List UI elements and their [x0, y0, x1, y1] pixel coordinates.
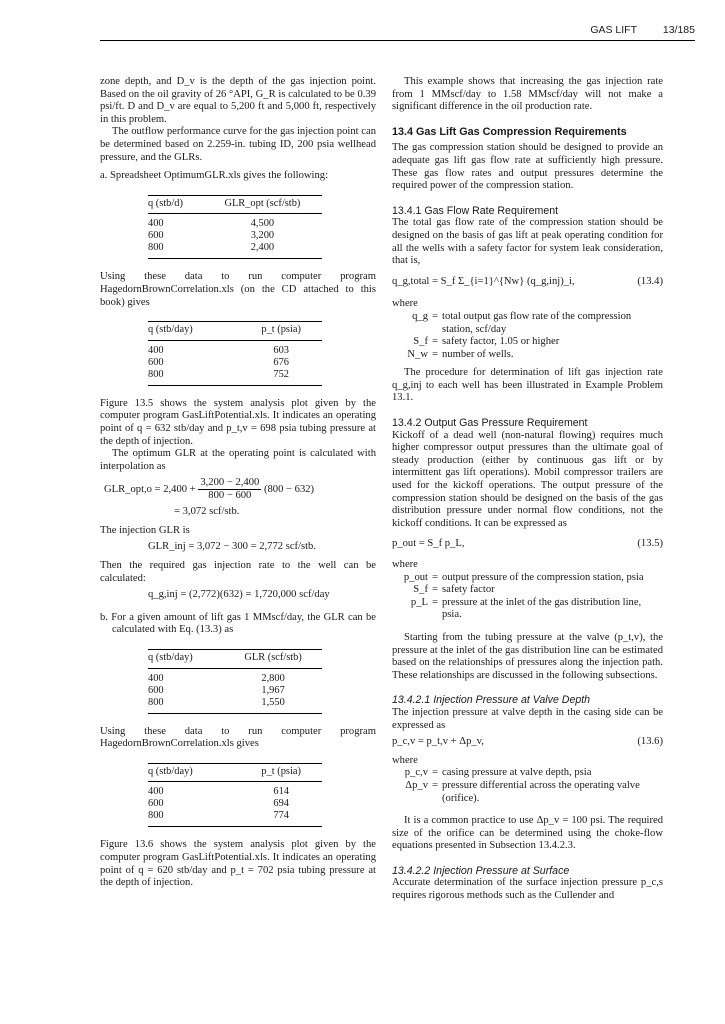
definition-symbol: S_f [413, 584, 428, 596]
table-cell: 400 [148, 344, 164, 356]
where-label: where [392, 754, 418, 766]
right-column [392, 76, 663, 903]
table-cell: 2,400 [203, 242, 322, 259]
paragraph: Starting from the tubing pressure at the valve (p_t,v), the pressure at the inlet of the gas distribution line can be estimated based on the relationships of pressures along the injection path. These relationships are discussed in the following subsections. [392, 631, 663, 681]
definition-row: q_g = total output gas flow rate of the compression station, scf/day [392, 311, 663, 336]
subsubsection-heading: 13.4.2.2 Injection Pressure at Surface [392, 864, 570, 877]
where-label: where [392, 298, 418, 310]
table-glr-opt [148, 195, 322, 260]
table-header: p_t (psia) [240, 763, 322, 782]
table-header: GLR_opt (scf/stb) [203, 195, 322, 214]
definition-symbol: S_f [413, 336, 428, 348]
definition-row: S_f = safety factor [392, 584, 663, 597]
paragraph: The total gas flow rate of the compression station should be designed on the basis of gas lift at peak operating condition for all the wells with a safety factor for system leak consideration, that is, [392, 217, 663, 267]
equation-13-4 [392, 276, 663, 289]
table-cell: 600 [148, 798, 164, 810]
equation-number: (13.4) [637, 275, 663, 287]
table-cell: 614 [273, 786, 289, 798]
table-cell: 1,967 [261, 684, 285, 696]
definition-symbol: p_c,v [404, 767, 428, 779]
table-cell: 2,800 [261, 672, 285, 684]
definition-row: N_w = number of wells. [392, 349, 663, 362]
paragraph: It is a common practice to use Δp_v = 100 psi. The required size of the orifice can be determined using the choke-flow equations presented in Subsection 13.4.2.3. [392, 815, 663, 852]
table-cell: 3,200 [250, 230, 275, 242]
table-cell: 752 [240, 369, 322, 386]
where-label: where [392, 559, 418, 570]
paragraph: zone depth, and D_v is the depth of the gas injection point. Based on the oil gravity of 26 °API, G_R is calculated to be 0.39 psi/ft. D and D_v are equal to 5,200 ft and 5,000 ft, respectively in this problem. [100, 76, 376, 125]
definition-row: p_L = pressure at the inlet of the gas distribution line, psia. [392, 597, 663, 622]
paragraph: The optimum GLR at the operating point is calculated with interpolation as [100, 448, 376, 472]
definition-symbol: p_out [403, 571, 428, 583]
equation-body: q_g,total = S_f Σ_{i=1}^{Nw} (q_g,inj)_i, [392, 275, 575, 287]
table-cell: 800 [148, 369, 240, 386]
table-cell: 774 [240, 810, 322, 827]
paragraph: Figure 13.5 shows the system analysis plot given by the computer program GasLiftPotential.xls. It indicates an operating point of q = 632 stb/day and p_t,v = 698 psia tubing pressure at the depth of injection. [100, 397, 376, 447]
table-cell: 400 [148, 786, 164, 798]
paragraph: Kickoff of a dead well (non-natural flowing) requires much higher compressor output pressures than the ultimate goal of steady production (either by continuous gas lift or by intermittent gas lift operations). Mobil compressor trailers are used for the kickoff operations. The output pressure of the compression station should be designed on the basis of the gas distribution pressure under normal flow conditions, not the kickoff conditions. It can be expressed as [392, 429, 663, 529]
fraction-denominator: 800 − 600 [208, 490, 252, 502]
paragraph: Accurate determination of the surface injection pressure p_c,s requires rigorous methods such as the Cullender and [392, 877, 663, 902]
definition-text: total output gas flow rate of the compression station, scf/day [442, 310, 632, 335]
paragraph: The outflow performance curve for the gas injection point can be determined based on 2.259-in. tubing ID, 200 psia wellhead pressure, and the GLRs. [100, 126, 376, 163]
definition-symbol: N_w [407, 348, 428, 360]
subsection-heading: 13.4.2 Output Gas Pressure Requirement [392, 417, 588, 430]
header-title: GAS LIFT [590, 24, 637, 36]
page-number: 13/185 [662, 24, 695, 36]
equation-glr-inj: GLR_inj = 3,072 − 300 = 2,772 scf/stb. [148, 541, 316, 553]
definition-row: S_f = safety factor, 1.05 or higher [392, 336, 663, 349]
definition-text: output pressure of the compression station, psia [442, 571, 644, 583]
equation-qg-inj: q_g,inj = (2,772)(632) = 1,720,000 scf/day [148, 589, 330, 601]
list-item-b: b. For a given amount of lift gas 1 MMscf/day, the GLR can be calculated with Eq. (13.3) as [100, 611, 376, 636]
paragraph: The injection GLR is [100, 524, 190, 536]
paragraph: Using these data to run computer program HagedornBrownCorrelation.xls gives [100, 725, 376, 750]
definition-symbol: p_L [410, 596, 428, 608]
equation-result: = 3,072 scf/stb. [174, 506, 240, 518]
section-heading: 13.4 Gas Lift Gas Compression Requirements [392, 125, 627, 138]
table-cell: 600 [148, 230, 164, 242]
equation-part: (800 − 632) [263, 484, 315, 496]
table-cell: 800 [148, 810, 240, 827]
list-item-a: a. Spreadsheet OptimumGLR.xls gives the following: [100, 170, 329, 182]
paragraph: Figure 13.6 shows the system analysis plot given by the computer program GasLiftPotential.xls. It indicates an operating point of q = 620 stb/day and p_t = 702 psia tubing pressure at the depth of injection. [100, 839, 376, 889]
table-cell: 694 [273, 798, 289, 810]
table-header: q (stb/day) [148, 650, 224, 669]
definition-text: safety factor, 1.05 or higher [442, 336, 560, 348]
paragraph: The procedure for determination of lift gas injection rate q_g,inj to each well has been illustrated in Example Problem 13.1. [392, 367, 663, 404]
table-cell: 1,550 [224, 697, 322, 714]
table-cell: 676 [273, 356, 289, 368]
table-header: q (stb/d) [148, 195, 203, 214]
definition-row: p_out = output pressure of the compression station, psia [392, 572, 663, 585]
table-tubing-pressure-1 [148, 321, 322, 386]
paragraph: This example shows that increasing the gas injection rate from 1 MMscf/day to 1.58 MMscf/day will not make a significant difference in the oil production rate. [392, 76, 663, 113]
paragraph: Then the required gas injection rate to the well can be calculated: [100, 560, 376, 584]
definition-text: pressure differential across the operating valve (orifice). [442, 779, 640, 804]
table-cell: 603 [273, 344, 289, 356]
equation-body: p_c,v = p_t,v + Δp_v, [392, 736, 484, 748]
table-header: q (stb/day) [148, 763, 240, 782]
table-cell: 800 [148, 697, 224, 714]
table-cell: 600 [148, 356, 164, 368]
equation-number: (13.6) [637, 736, 663, 748]
table-cell: 600 [148, 684, 164, 696]
definition-symbol: q_g [412, 310, 428, 322]
definition-text: casing pressure at valve depth, psia [442, 767, 592, 779]
subsection-heading: 13.4.1 Gas Flow Rate Requirement [392, 204, 559, 217]
table-tubing-pressure-2 [148, 763, 322, 828]
definition-text: safety factor [442, 584, 495, 596]
equation-fraction [198, 477, 261, 502]
equation-body: p_out = S_f p_L, [392, 538, 465, 550]
paragraph: The gas compression station should be designed to provide an adequate gas lift gas flow rate at sufficiently high pressure. These gas flow rates and output pressures determine the required power of the compression station. [392, 142, 663, 192]
equation-number: (13.5) [637, 538, 663, 550]
table-header: GLR (scf/stb) [224, 650, 322, 669]
definition-text: pressure at the inlet of the gas distribution line, psia. [442, 596, 642, 621]
definition-symbol: Δp_v [405, 779, 428, 791]
fraction-numerator: 3,200 − 2,400 [200, 477, 260, 489]
table-glr [148, 649, 322, 714]
equation-part: GLR_opt,o = 2,400 + [104, 484, 196, 496]
definition-text: number of wells. [442, 348, 514, 360]
paragraph: The injection pressure at valve depth in the casing side can be expressed as [392, 706, 663, 731]
running-header [100, 22, 695, 41]
equation-13-5 [392, 538, 663, 551]
table-cell: 800 [148, 242, 203, 259]
table-header: p_t (psia) [240, 322, 322, 341]
table-header: q (stb/day) [148, 322, 240, 341]
definition-row: p_c,v = casing pressure at valve depth, psia [392, 767, 663, 780]
paragraph: Using these data to run computer program HagedornBrownCorrelation.xls (on the CD attached to this book) gives [100, 271, 376, 308]
table-cell: 4,500 [250, 218, 275, 230]
table-cell: 400 [148, 672, 164, 684]
table-cell: 400 [148, 218, 164, 230]
subsubsection-heading: 13.4.2.1 Injection Pressure at Valve Depth [392, 694, 591, 707]
equation-glr-interpolation [100, 477, 376, 502]
left-column [100, 76, 376, 890]
definition-row: Δp_v = pressure differential across the operating valve (orifice). [392, 780, 663, 805]
equation-13-6 [392, 736, 663, 749]
